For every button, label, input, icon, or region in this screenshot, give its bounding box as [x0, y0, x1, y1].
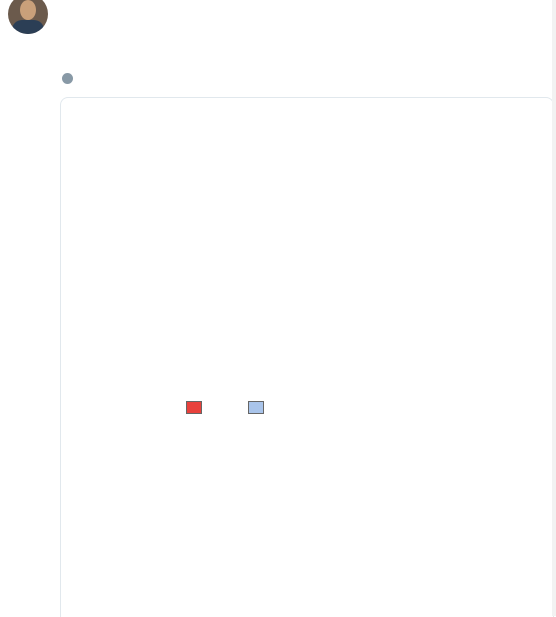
legend-variation-swatch — [248, 401, 264, 414]
avatar[interactable] — [8, 0, 48, 34]
tweet-media-image[interactable] — [60, 97, 554, 617]
globe-icon — [62, 73, 73, 84]
legend-days-swatch — [186, 401, 202, 414]
chart-legend — [186, 401, 272, 414]
country-notes — [81, 432, 551, 435]
scrollbar[interactable] — [552, 0, 556, 616]
isced-charts — [61, 98, 553, 398]
translate-tweet-link[interactable] — [62, 73, 77, 84]
